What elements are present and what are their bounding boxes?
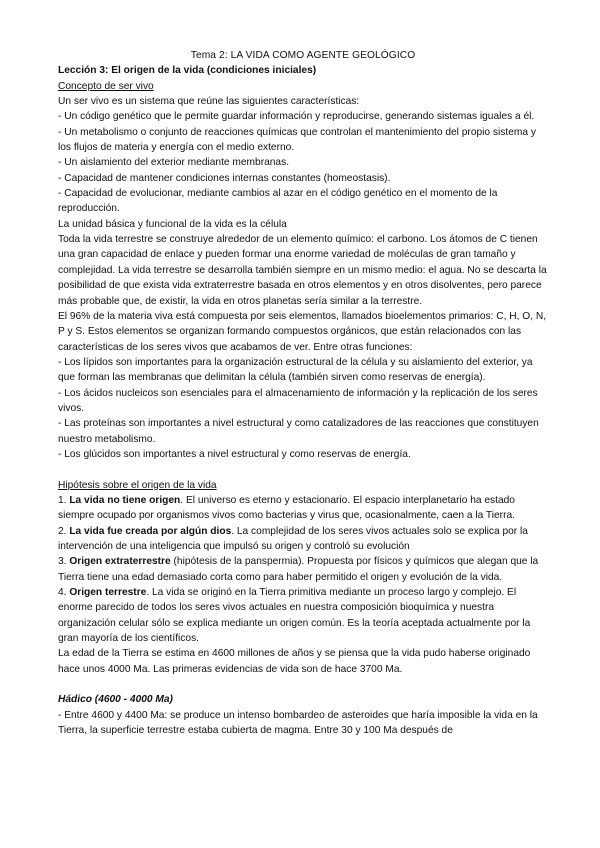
hypotheses-heading: Hipótesis sobre el origen de la vida — [58, 479, 217, 491]
characteristic-item: - Un aislamiento del exterior mediante membranas. — [58, 157, 290, 169]
hypothesis-number: 2. — [58, 525, 70, 537]
function-item: - Los ácidos nucleicos son esenciales para el almacenamiento de información y la replicación de los seres vivos. — [58, 387, 538, 414]
characteristic-item: - Un metabolismo o conjunto de reacciones químicas que controlan el mantenimiento del propio sistema y los flujos de materia y energía con el medio externo. — [58, 126, 536, 154]
characteristic-item: - Un código genético que le permite guardar información y reproducirse, generando sistemas iguales a él. — [58, 111, 535, 123]
hypothesis-text: . El universo es eterno y estacionario. El espacio interplanetario ha estado siempre ocupado por organismos vivos como bacterias y virus que, ocasionalmente, caen a la Tierra. — [58, 494, 515, 522]
function-item: - Los lípidos son importantes para la organización estructural de la célula y su aislamiento del exterior, ya que forman las membranas que delimitan la célula (también sirven como reservas de energía). — [58, 356, 533, 384]
carbon-paragraph: Toda la vida terrestre se construye alrededor de un elemento químico: el carbono. Los átomos de C tienen una gran capacidad de enlace y pueden formar una enorme variedad de moléculas de gran tamaño y complejidad. La vida terrestre se desarrolla también siempre en un mismo medio: el agua. No se descarta la posibilidad de que exista vida extraterrestre basada en otros elementos y en otros disolventes, pero parece más probable que, de existir, la vida en otros planetas sería similar a la terrestre. — [58, 234, 547, 307]
hypothesis-item — [58, 493, 548, 524]
hadic-text: - Entre 4600 y 4400 Ma: se produce un intenso bombardeo de asteroides que haría imposible la vida en la Tierra, la superficie terrestre estaba cubierta de magma. Entre 30 y 100 Ma después de — [58, 709, 538, 737]
intro-text: Un ser vivo es un sistema que reúne las siguientes características: — [58, 96, 360, 108]
hypothesis-item — [58, 585, 548, 646]
hypothesis-number: 4. — [58, 587, 70, 599]
unit-heading: La unidad básica y funcional de la vida es la célula — [58, 218, 287, 230]
hadic-heading: Hádico (4600 - 4000 Ma) — [58, 694, 173, 706]
concept-heading: Concepto de ser vivo — [58, 80, 154, 92]
hypothesis-text: (hipótesis de la panspermia). Propuesta por físicos y químicos que alegan que la Tierra tiene una edad demasiado corta como para haber permitido el origen y evolución de la vida. — [58, 556, 539, 583]
spacer — [58, 462, 548, 477]
function-item: - Los glúcidos son importantes a nivel estructural y como reservas de energía. — [58, 448, 411, 460]
characteristic-item: - Capacidad de mantener condiciones internas constantes (homeostasis). — [58, 172, 391, 184]
hypothesis-number: 1. — [58, 494, 70, 506]
age-paragraph: La edad de la Tierra se estima en 4600 millones de años y se piensa que la vida pudo haberse originado hace unos 4000 Ma. Las primeras evidencias de vida son de hace 3700 Ma. — [58, 648, 531, 675]
hypothesis-text: . La complejidad de los seres vivos actuales solo se explica por la intervención de una inteligencia que impulsó su origen y controló su evolución — [58, 525, 528, 552]
hypothesis-number: 3. — [58, 556, 70, 568]
spacer — [58, 677, 548, 692]
document-title: Tema 2: LA VIDA COMO AGENTE GEOLÓGICO — [190, 50, 416, 61]
function-item: - Las proteínas son importantes a nivel estructural y como catalizadores de las reacciones que constituyen nuestro metabolismo. — [58, 418, 539, 445]
hypothesis-text: . La vida se originó en la Tierra primitiva mediante un proceso largo y complejo. El enorme parecido de todos los seres vivos actuales en nuestra composición bioquímica y nuestra organización celular sólo se explica mediante un origen común. Es la teoría aceptada actualmente por la gran mayoría de los científicos. — [58, 587, 531, 645]
elements-paragraph: El 96% de la materia viva está compuesta por seis elementos, llamados bioelementos primarios: C, H, O, N, P y S. Estos elementos se organizan formando compuestos orgánicos, que están relacionados con las características de los seres vivos que acabamos de ver. Entre otras funciones: — [58, 310, 547, 353]
hypothesis-name: Origen terrestre — [69, 587, 147, 599]
hypothesis-name: La vida no tiene origen — [69, 494, 181, 506]
hypothesis-name: Origen extraterrestre — [69, 556, 171, 568]
hypothesis-item — [58, 524, 548, 555]
lesson-heading: Lección 3: El origen de la vida (condiciones iniciales) — [58, 65, 317, 77]
hypothesis-item — [58, 554, 548, 585]
characteristic-item: - Capacidad de evolucionar, mediante cambios al azar en el código genético en el momento de la reproducción. — [58, 188, 498, 215]
hypothesis-name: La vida fue creada por algún dios — [69, 525, 232, 537]
document-page — [58, 48, 548, 738]
